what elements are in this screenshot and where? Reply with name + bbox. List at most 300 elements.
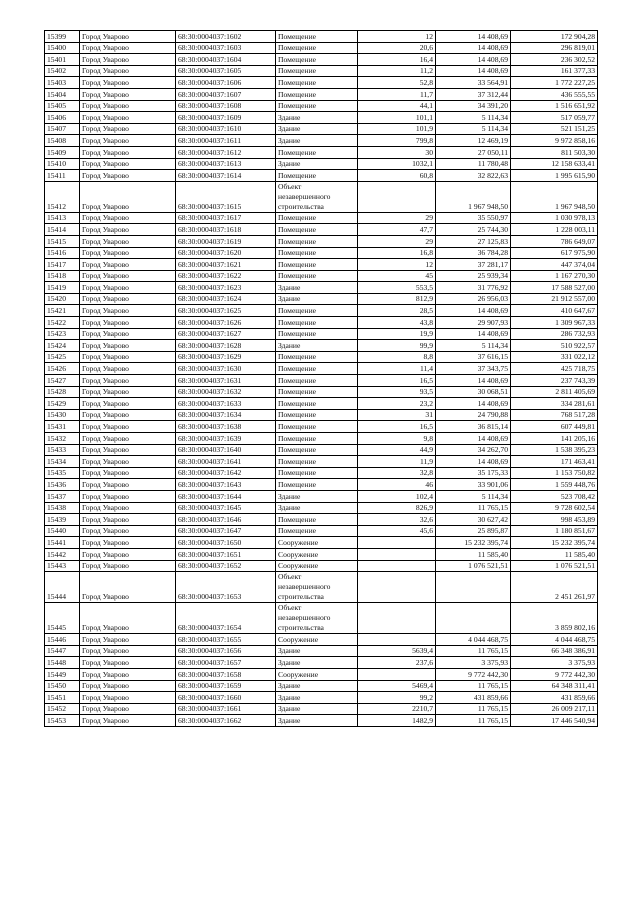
row-number-cell: 15422 (45, 317, 80, 329)
cadastral-number-cell: 68:30:0004037:1659 (176, 680, 276, 692)
area-cell (358, 548, 436, 560)
object-type-cell: Помещение (276, 100, 358, 112)
area-cell: 52,8 (358, 77, 436, 89)
specific-value-cell: 25 939,34 (436, 270, 511, 282)
table-row (45, 259, 598, 271)
specific-value-cell: 32 822,63 (436, 170, 511, 182)
object-type-cell: Здание (276, 502, 358, 514)
row-number-cell: 15430 (45, 409, 80, 421)
cadastral-number-cell: 68:30:0004037:1653 (176, 572, 276, 603)
area-cell: 23,2 (358, 398, 436, 410)
area-cell: 44,9 (358, 444, 436, 456)
locality-cell: Город Уварово (80, 31, 176, 43)
object-type-cell: Здание (276, 645, 358, 657)
object-type-cell: Объект незавершенного строительства (276, 572, 358, 603)
object-type-cell: Сооружение (276, 668, 358, 680)
locality-cell: Город Уварово (80, 270, 176, 282)
table-row (45, 537, 598, 549)
area-cell (358, 572, 436, 603)
specific-value-cell: 12 469,19 (436, 135, 511, 147)
area-cell: 93,5 (358, 386, 436, 398)
specific-value-cell: 34 391,20 (436, 100, 511, 112)
object-type-cell: Помещение (276, 456, 358, 468)
row-number-cell: 15438 (45, 502, 80, 514)
table-row (45, 340, 598, 352)
object-type-cell: Здание (276, 715, 358, 727)
locality-cell: Город Уварово (80, 77, 176, 89)
cadastral-value-cell: 21 912 557,00 (511, 293, 598, 305)
specific-value-cell: 14 408,69 (436, 328, 511, 340)
table-row (45, 668, 598, 680)
specific-value-cell: 25 744,30 (436, 224, 511, 236)
cadastral-number-cell: 68:30:0004037:1614 (176, 170, 276, 182)
table-row (45, 514, 598, 526)
row-number-cell: 15429 (45, 398, 80, 410)
table-body (45, 31, 598, 727)
area-cell (358, 603, 436, 634)
cadastral-number-cell: 68:30:0004037:1658 (176, 668, 276, 680)
table-row (45, 212, 598, 224)
table-row (45, 270, 598, 282)
row-number-cell: 15402 (45, 65, 80, 77)
cadastral-value-cell: 3 859 802,16 (511, 603, 598, 634)
object-type-cell: Помещение (276, 525, 358, 537)
table-row (45, 135, 598, 147)
cadastral-value-cell: 17 446 540,94 (511, 715, 598, 727)
row-number-cell: 15428 (45, 386, 80, 398)
table-row (45, 328, 598, 340)
cadastral-value-cell: 171 463,41 (511, 456, 598, 468)
cadastral-number-cell: 68:30:0004037:1662 (176, 715, 276, 727)
object-type-cell: Помещение (276, 305, 358, 317)
cadastral-number-cell: 68:30:0004037:1645 (176, 502, 276, 514)
area-cell (358, 181, 436, 212)
object-type-cell: Помещение (276, 514, 358, 526)
specific-value-cell: 1 076 521,51 (436, 560, 511, 572)
cadastral-value-cell: 64 348 311,41 (511, 680, 598, 692)
cadastral-value-cell: 161 377,33 (511, 65, 598, 77)
row-number-cell: 15450 (45, 680, 80, 692)
area-cell: 11,4 (358, 363, 436, 375)
locality-cell: Город Уварово (80, 668, 176, 680)
object-type-cell: Помещение (276, 386, 358, 398)
cadastral-number-cell: 68:30:0004037:1630 (176, 363, 276, 375)
cadastral-number-cell: 68:30:0004037:1605 (176, 65, 276, 77)
table-row (45, 31, 598, 43)
table-row (45, 65, 598, 77)
specific-value-cell: 36 784,28 (436, 247, 511, 259)
object-type-cell: Здание (276, 680, 358, 692)
specific-value-cell: 431 859,66 (436, 692, 511, 704)
area-cell: 32,8 (358, 467, 436, 479)
cadastral-number-cell: 68:30:0004037:1611 (176, 135, 276, 147)
cadastral-number-cell: 68:30:0004037:1604 (176, 54, 276, 66)
specific-value-cell: 36 815,14 (436, 421, 511, 433)
row-number-cell: 15412 (45, 181, 80, 212)
area-cell: 19,9 (358, 328, 436, 340)
area-cell: 30 (358, 146, 436, 158)
cadastral-number-cell: 68:30:0004037:1615 (176, 181, 276, 212)
locality-cell: Город Уварово (80, 398, 176, 410)
row-number-cell: 15427 (45, 375, 80, 387)
cadastral-value-cell: 1 772 227,25 (511, 77, 598, 89)
locality-cell: Город Уварово (80, 548, 176, 560)
area-cell: 11,2 (358, 65, 436, 77)
cadastral-number-cell: 68:30:0004037:1624 (176, 293, 276, 305)
row-number-cell: 15433 (45, 444, 80, 456)
row-number-cell: 15414 (45, 224, 80, 236)
cadastral-value-cell: 4 044 468,75 (511, 634, 598, 646)
specific-value-cell: 29 907,93 (436, 317, 511, 329)
cadastral-value-cell: 1 516 651,92 (511, 100, 598, 112)
locality-cell: Город Уварово (80, 375, 176, 387)
cadastral-value-cell: 510 922,57 (511, 340, 598, 352)
row-number-cell: 15448 (45, 657, 80, 669)
specific-value-cell: 27 050,11 (436, 146, 511, 158)
table-row (45, 100, 598, 112)
table-row (45, 181, 598, 212)
cadastral-value-cell: 607 449,81 (511, 421, 598, 433)
specific-value-cell: 9 772 442,30 (436, 668, 511, 680)
row-number-cell: 15416 (45, 247, 80, 259)
area-cell: 102,4 (358, 490, 436, 502)
table-row (45, 680, 598, 692)
object-type-cell: Помещение (276, 444, 358, 456)
area-cell: 12 (358, 259, 436, 271)
locality-cell: Город Уварово (80, 42, 176, 54)
cadastral-number-cell: 68:30:0004037:1647 (176, 525, 276, 537)
cadastral-value-cell: 26 009 217,11 (511, 703, 598, 715)
object-type-cell: Здание (276, 340, 358, 352)
cadastral-value-cell: 786 649,07 (511, 235, 598, 247)
specific-value-cell: 37 281,17 (436, 259, 511, 271)
cadastral-number-cell: 68:30:0004037:1628 (176, 340, 276, 352)
table-row (45, 293, 598, 305)
area-cell: 812,9 (358, 293, 436, 305)
cadastral-value-cell: 141 205,16 (511, 433, 598, 445)
locality-cell: Город Уварово (80, 715, 176, 727)
cadastral-value-cell: 9 972 858,16 (511, 135, 598, 147)
cadastral-value-cell: 1 995 615,90 (511, 170, 598, 182)
cadastral-value-cell: 447 374,04 (511, 259, 598, 271)
row-number-cell: 15452 (45, 703, 80, 715)
specific-value-cell: 14 408,69 (436, 375, 511, 387)
area-cell: 29 (358, 212, 436, 224)
cadastral-value-cell: 296 819,01 (511, 42, 598, 54)
specific-value-cell: 33 901,06 (436, 479, 511, 491)
table-row (45, 548, 598, 560)
object-type-cell: Сооружение (276, 548, 358, 560)
object-type-cell: Помещение (276, 328, 358, 340)
table-row (45, 224, 598, 236)
cadastral-value-cell: 9 772 442,30 (511, 668, 598, 680)
cadastral-value-cell: 1 309 967,33 (511, 317, 598, 329)
area-cell: 47,7 (358, 224, 436, 236)
row-number-cell: 15445 (45, 603, 80, 634)
row-number-cell: 15411 (45, 170, 80, 182)
cadastral-number-cell: 68:30:0004037:1638 (176, 421, 276, 433)
row-number-cell: 15441 (45, 537, 80, 549)
row-number-cell: 15408 (45, 135, 80, 147)
cadastral-value-cell: 334 281,61 (511, 398, 598, 410)
cadastral-number-cell: 68:30:0004037:1613 (176, 158, 276, 170)
row-number-cell: 15425 (45, 351, 80, 363)
cadastral-value-cell: 523 708,42 (511, 490, 598, 502)
object-type-cell: Объект незавершенного строительства (276, 181, 358, 212)
locality-cell: Город Уварово (80, 433, 176, 445)
table-row (45, 158, 598, 170)
cadastral-number-cell: 68:30:0004037:1608 (176, 100, 276, 112)
locality-cell: Город Уварово (80, 386, 176, 398)
row-number-cell: 15444 (45, 572, 80, 603)
locality-cell: Город Уварово (80, 456, 176, 468)
table-row (45, 703, 598, 715)
locality-cell: Город Уварово (80, 212, 176, 224)
table-row (45, 479, 598, 491)
table-row (45, 386, 598, 398)
cadastral-value-cell: 521 151,25 (511, 123, 598, 135)
row-number-cell: 15451 (45, 692, 80, 704)
object-type-cell: Здание (276, 135, 358, 147)
locality-cell: Город Уварово (80, 54, 176, 66)
table-row (45, 421, 598, 433)
row-number-cell: 15431 (45, 421, 80, 433)
row-number-cell: 15437 (45, 490, 80, 502)
area-cell (358, 634, 436, 646)
row-number-cell: 15424 (45, 340, 80, 352)
table-row (45, 645, 598, 657)
cadastral-number-cell: 68:30:0004037:1657 (176, 657, 276, 669)
specific-value-cell: 31 776,92 (436, 282, 511, 294)
cadastral-value-cell: 1 538 395,23 (511, 444, 598, 456)
area-cell (358, 560, 436, 572)
object-type-cell: Здание (276, 123, 358, 135)
locality-cell: Город Уварово (80, 88, 176, 100)
table-row (45, 456, 598, 468)
object-type-cell: Помещение (276, 421, 358, 433)
object-type-cell: Сооружение (276, 634, 358, 646)
locality-cell: Город Уварово (80, 135, 176, 147)
row-number-cell: 15426 (45, 363, 80, 375)
cadastral-number-cell: 68:30:0004037:1643 (176, 479, 276, 491)
object-type-cell: Здание (276, 158, 358, 170)
area-cell: 12 (358, 31, 436, 43)
specific-value-cell: 14 408,69 (436, 398, 511, 410)
area-cell: 32,6 (358, 514, 436, 526)
table-row (45, 715, 598, 727)
cadastral-number-cell: 68:30:0004037:1634 (176, 409, 276, 421)
area-cell: 101,9 (358, 123, 436, 135)
locality-cell: Город Уварово (80, 112, 176, 124)
locality-cell: Город Уварово (80, 645, 176, 657)
locality-cell: Город Уварово (80, 363, 176, 375)
object-type-cell: Помещение (276, 54, 358, 66)
locality-cell: Город Уварово (80, 340, 176, 352)
locality-cell: Город Уварово (80, 603, 176, 634)
table-row (45, 490, 598, 502)
object-type-cell: Помещение (276, 259, 358, 271)
table-row (45, 433, 598, 445)
table-row (45, 409, 598, 421)
row-number-cell: 15439 (45, 514, 80, 526)
cadastral-value-cell: 2 451 261,97 (511, 572, 598, 603)
locality-cell: Город Уварово (80, 680, 176, 692)
row-number-cell: 15432 (45, 433, 80, 445)
row-number-cell: 15400 (45, 42, 80, 54)
specific-value-cell: 3 375,93 (436, 657, 511, 669)
area-cell: 60,8 (358, 170, 436, 182)
area-cell: 2210,7 (358, 703, 436, 715)
area-cell: 237,6 (358, 657, 436, 669)
locality-cell: Город Уварово (80, 537, 176, 549)
object-type-cell: Сооружение (276, 560, 358, 572)
area-cell: 11,9 (358, 456, 436, 468)
area-cell: 1032,1 (358, 158, 436, 170)
area-cell: 44,1 (358, 100, 436, 112)
area-cell: 28,5 (358, 305, 436, 317)
locality-cell: Город Уварово (80, 467, 176, 479)
table-row (45, 363, 598, 375)
cadastral-value-cell: 17 588 527,00 (511, 282, 598, 294)
specific-value-cell: 15 232 395,74 (436, 537, 511, 549)
locality-cell: Город Уварово (80, 421, 176, 433)
object-type-cell: Здание (276, 282, 358, 294)
cadastral-number-cell: 68:30:0004037:1640 (176, 444, 276, 456)
table-row (45, 54, 598, 66)
locality-cell: Город Уварово (80, 692, 176, 704)
cadastral-number-cell: 68:30:0004037:1641 (176, 456, 276, 468)
object-type-cell: Здание (276, 657, 358, 669)
cadastral-value-cell: 1 967 948,50 (511, 181, 598, 212)
cadastral-number-cell: 68:30:0004037:1652 (176, 560, 276, 572)
cadastral-value-table (44, 30, 598, 727)
cadastral-number-cell: 68:30:0004037:1639 (176, 433, 276, 445)
specific-value-cell: 24 790,88 (436, 409, 511, 421)
row-number-cell: 15435 (45, 467, 80, 479)
table-row (45, 398, 598, 410)
area-cell: 45 (358, 270, 436, 282)
table-row (45, 282, 598, 294)
locality-cell: Город Уварово (80, 181, 176, 212)
cadastral-number-cell: 68:30:0004037:1609 (176, 112, 276, 124)
object-type-cell: Помещение (276, 42, 358, 54)
specific-value-cell: 11 585,40 (436, 548, 511, 560)
table-row (45, 351, 598, 363)
row-number-cell: 15399 (45, 31, 80, 43)
specific-value-cell: 27 125,83 (436, 235, 511, 247)
table-row (45, 572, 598, 603)
locality-cell: Город Уварово (80, 560, 176, 572)
row-number-cell: 15423 (45, 328, 80, 340)
row-number-cell: 15410 (45, 158, 80, 170)
specific-value-cell: 37 312,44 (436, 88, 511, 100)
locality-cell: Город Уварово (80, 514, 176, 526)
cadastral-number-cell: 68:30:0004037:1621 (176, 259, 276, 271)
row-number-cell: 15421 (45, 305, 80, 317)
area-cell: 16,5 (358, 375, 436, 387)
area-cell: 99,2 (358, 692, 436, 704)
row-number-cell: 15418 (45, 270, 80, 282)
cadastral-number-cell: 68:30:0004037:1631 (176, 375, 276, 387)
specific-value-cell: 11 765,15 (436, 715, 511, 727)
area-cell: 46 (358, 479, 436, 491)
object-type-cell: Здание (276, 490, 358, 502)
area-cell: 9,8 (358, 433, 436, 445)
table-row (45, 305, 598, 317)
cadastral-value-cell: 436 555,55 (511, 88, 598, 100)
table-row (45, 170, 598, 182)
cadastral-value-cell: 811 503,30 (511, 146, 598, 158)
row-number-cell: 15407 (45, 123, 80, 135)
locality-cell: Город Уварово (80, 100, 176, 112)
cadastral-value-cell: 66 348 386,91 (511, 645, 598, 657)
area-cell: 43,8 (358, 317, 436, 329)
locality-cell: Город Уварово (80, 158, 176, 170)
cadastral-value-cell: 286 732,93 (511, 328, 598, 340)
specific-value-cell: 30 627,42 (436, 514, 511, 526)
table-row (45, 634, 598, 646)
specific-value-cell: 11 765,15 (436, 645, 511, 657)
area-cell: 45,6 (358, 525, 436, 537)
locality-cell: Город Уварово (80, 305, 176, 317)
table-row (45, 77, 598, 89)
table-row (45, 146, 598, 158)
table-row (45, 467, 598, 479)
specific-value-cell: 5 114,34 (436, 490, 511, 502)
object-type-cell: Помещение (276, 375, 358, 387)
cadastral-number-cell: 68:30:0004037:1618 (176, 224, 276, 236)
object-type-cell: Помещение (276, 479, 358, 491)
locality-cell: Город Уварово (80, 444, 176, 456)
row-number-cell: 15403 (45, 77, 80, 89)
row-number-cell: 15442 (45, 548, 80, 560)
specific-value-cell: 26 956,03 (436, 293, 511, 305)
cadastral-number-cell: 68:30:0004037:1612 (176, 146, 276, 158)
cadastral-number-cell: 68:30:0004037:1603 (176, 42, 276, 54)
object-type-cell: Помещение (276, 317, 358, 329)
specific-value-cell: 33 564,91 (436, 77, 511, 89)
locality-cell: Город Уварово (80, 259, 176, 271)
specific-value-cell: 14 408,69 (436, 433, 511, 445)
area-cell: 16,5 (358, 421, 436, 433)
area-cell: 553,5 (358, 282, 436, 294)
cadastral-number-cell: 68:30:0004037:1632 (176, 386, 276, 398)
object-type-cell: Здание (276, 112, 358, 124)
specific-value-cell: 25 895,87 (436, 525, 511, 537)
locality-cell: Город Уварово (80, 282, 176, 294)
object-type-cell: Помещение (276, 409, 358, 421)
cadastral-number-cell: 68:30:0004037:1617 (176, 212, 276, 224)
locality-cell: Город Уварово (80, 703, 176, 715)
cadastral-number-cell: 68:30:0004037:1644 (176, 490, 276, 502)
cadastral-number-cell: 68:30:0004037:1627 (176, 328, 276, 340)
locality-cell: Город Уварово (80, 479, 176, 491)
row-number-cell: 15440 (45, 525, 80, 537)
cadastral-number-cell: 68:30:0004037:1606 (176, 77, 276, 89)
locality-cell: Город Уварово (80, 224, 176, 236)
area-cell: 20,6 (358, 42, 436, 54)
row-number-cell: 15406 (45, 112, 80, 124)
specific-value-cell: 30 068,51 (436, 386, 511, 398)
area-cell: 99,9 (358, 340, 436, 352)
cadastral-value-cell: 1 167 270,30 (511, 270, 598, 282)
row-number-cell: 15401 (45, 54, 80, 66)
specific-value-cell: 14 408,69 (436, 456, 511, 468)
table-row (45, 375, 598, 387)
cadastral-value-cell: 998 453,89 (511, 514, 598, 526)
cadastral-number-cell: 68:30:0004037:1602 (176, 31, 276, 43)
object-type-cell: Здание (276, 703, 358, 715)
